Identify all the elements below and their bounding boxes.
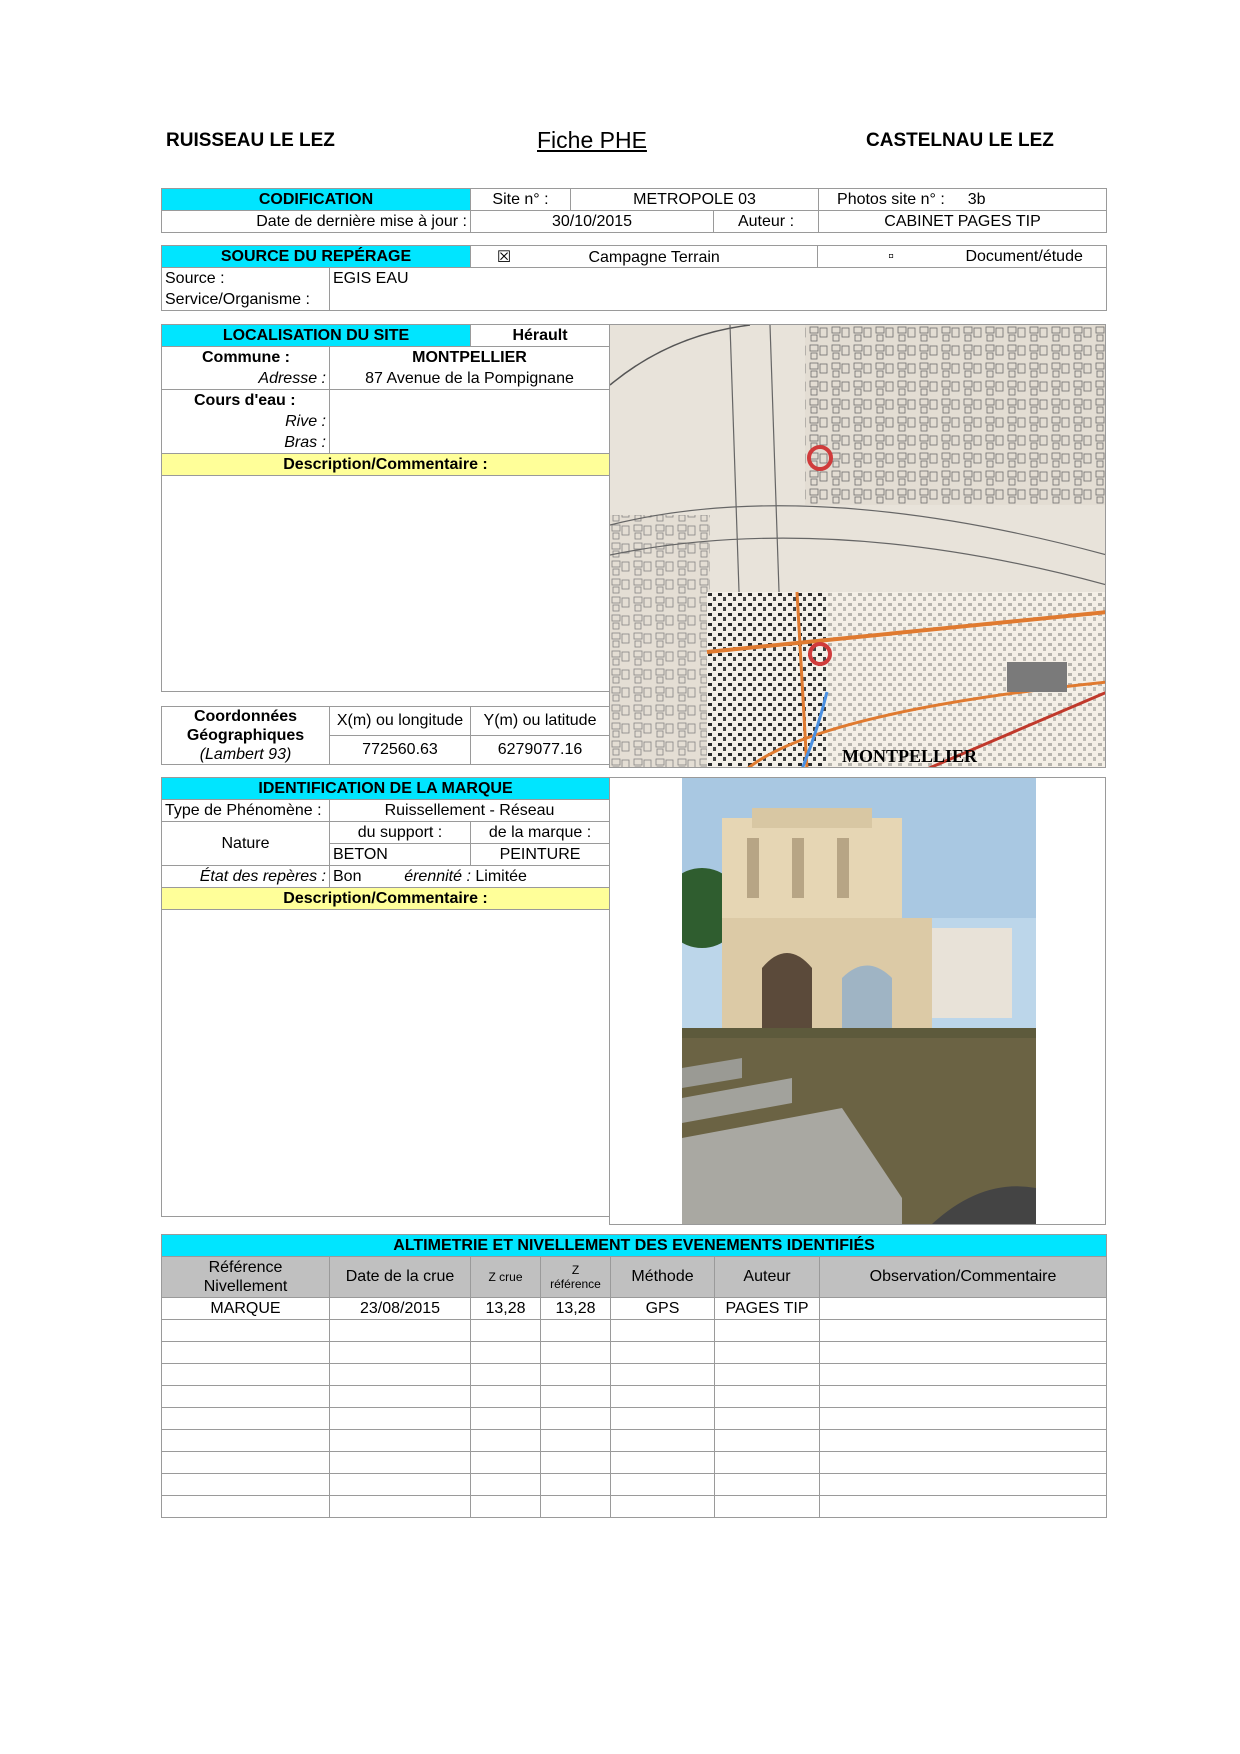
col-zref (541, 1257, 611, 1298)
table-row (162, 1342, 1107, 1364)
coord-label-2: Géographiques (186, 727, 305, 744)
commune-value: MONTPELLIER (330, 347, 610, 369)
codification-table (161, 188, 1107, 233)
localisation-desc-label: Description/Commentaire : (162, 454, 610, 476)
y-value: 6279077.16 (471, 736, 610, 765)
row-methode: GPS (611, 1298, 715, 1320)
row-date: 23/08/2015 (330, 1298, 471, 1320)
support-value: BETON (330, 844, 471, 866)
marque-desc-area[interactable] (162, 910, 610, 1217)
nature-label: Nature (162, 822, 330, 866)
col-zref-1: Z (571, 1263, 580, 1277)
coord-label-1: Coordonnées (193, 708, 298, 725)
coord-label-3: (Lambert 93) (199, 746, 292, 763)
location-map (609, 324, 1106, 768)
altimetrie-table (161, 1234, 1107, 1518)
photo-panel (609, 777, 1106, 1225)
doc-label: Document/étude (965, 247, 1083, 265)
localisation-heading: LOCALISATION DU SITE (162, 325, 471, 347)
row-ref: MARQUE (162, 1298, 330, 1320)
terrain-checkbox[interactable]: ☒ (496, 248, 512, 266)
terrain-label: Campagne Terrain (588, 248, 720, 266)
table-row (162, 1320, 1107, 1342)
bras-value (330, 432, 610, 454)
auteur-value: CABINET PAGES TIP (819, 211, 1107, 233)
table-row (162, 1298, 1107, 1320)
terrain-cell (471, 246, 818, 268)
cours-label: Cours d'eau : (162, 390, 330, 412)
table-row (162, 1430, 1107, 1452)
support-label: du support : (330, 822, 471, 844)
type-label: Type de Phénomène : (162, 800, 330, 822)
col-zref-2: référence (550, 1277, 601, 1291)
auteur-label: Auteur : (714, 211, 819, 233)
marque-desc-label: Description/Commentaire : (162, 888, 610, 910)
river-name: RUISSEAU LE LEZ (166, 130, 335, 151)
localisation-desc-area[interactable] (162, 476, 610, 692)
etat-value: Bon (333, 867, 362, 885)
col-ref (162, 1257, 330, 1298)
photos-cell (819, 189, 1107, 211)
table-row (162, 1408, 1107, 1430)
table-row (162, 1452, 1107, 1474)
col-methode: Méthode (611, 1257, 715, 1298)
marque-label: de la marque : (471, 822, 610, 844)
row-zcrue: 13,28 (471, 1298, 541, 1320)
table-row (162, 1386, 1107, 1408)
marque-value: PEINTURE (471, 844, 610, 866)
table-row (162, 1364, 1107, 1386)
map-drawing (610, 325, 1106, 768)
codification-heading: CODIFICATION (162, 189, 471, 211)
col-zcrue: Z crue (471, 1257, 541, 1298)
col-obs: Observation/Commentaire (820, 1257, 1107, 1298)
row-auteur: PAGES TIP (715, 1298, 820, 1320)
bras-label: Bras : (162, 432, 330, 454)
adresse-value: 87 Avenue de la Pompignane (330, 368, 610, 390)
marque-heading: IDENTIFICATION DE LA MARQUE (162, 778, 610, 800)
site-value: METROPOLE 03 (571, 189, 819, 211)
cours-value (330, 390, 610, 412)
doc-cell (818, 246, 1107, 268)
col-auteur: Auteur (715, 1257, 820, 1298)
source-value: EGIS EAU (330, 268, 1107, 290)
page-title: Fiche PHE (537, 127, 647, 153)
service-value (330, 289, 1107, 311)
perennite-label: érennité : (404, 867, 471, 885)
coordinates-table (161, 706, 610, 765)
etat-label: État des repères : (162, 866, 330, 888)
site-label: Site n° : (471, 189, 571, 211)
col-ref-2: Nivellement (203, 1278, 288, 1295)
perennite-value: Limitée (475, 867, 527, 885)
site-photo-drawing (682, 778, 1036, 1224)
x-value: 772560.63 (330, 736, 471, 765)
col-ref-1: Référence (208, 1259, 283, 1276)
localisation-table (161, 324, 610, 692)
department: Hérault (471, 325, 610, 347)
col-date: Date de la crue (330, 1257, 471, 1298)
commune-name-header: CASTELNAU LE LEZ (866, 130, 1054, 151)
date-label: Date de dernière mise à jour : (162, 211, 471, 233)
table-row (162, 1474, 1107, 1496)
etat-perennite-cell (330, 866, 610, 888)
row-obs (820, 1298, 1107, 1320)
adresse-label: Adresse : (162, 368, 330, 390)
coord-label (162, 707, 330, 765)
map-city-label: MONTPELLIER (842, 746, 978, 766)
source-heading: SOURCE DU REPÉRAGE (162, 246, 471, 268)
row-zref: 13,28 (541, 1298, 611, 1320)
x-label: X(m) ou longitude (330, 707, 471, 736)
table-row (162, 1496, 1107, 1518)
source-table (161, 245, 1107, 311)
date-value: 30/10/2015 (471, 211, 714, 233)
doc-checkbox[interactable]: ▫ (888, 247, 894, 265)
rive-value (330, 411, 610, 432)
site-photo (682, 778, 1036, 1224)
source-label: Source : (162, 268, 330, 290)
marque-table (161, 777, 610, 1217)
inset-map (707, 592, 1106, 768)
service-label: Service/Organisme : (162, 289, 330, 311)
rive-label: Rive : (162, 411, 330, 432)
commune-label: Commune : (162, 347, 330, 369)
photos-label: Photos site n° : (837, 190, 945, 208)
photos-value: 3b (967, 190, 986, 208)
type-value: Ruissellement - Réseau (330, 800, 610, 822)
y-label: Y(m) ou latitude (471, 707, 610, 736)
altimetrie-heading: ALTIMETRIE ET NIVELLEMENT DES EVENEMENTS IDENTIFIÉS (162, 1235, 1107, 1257)
